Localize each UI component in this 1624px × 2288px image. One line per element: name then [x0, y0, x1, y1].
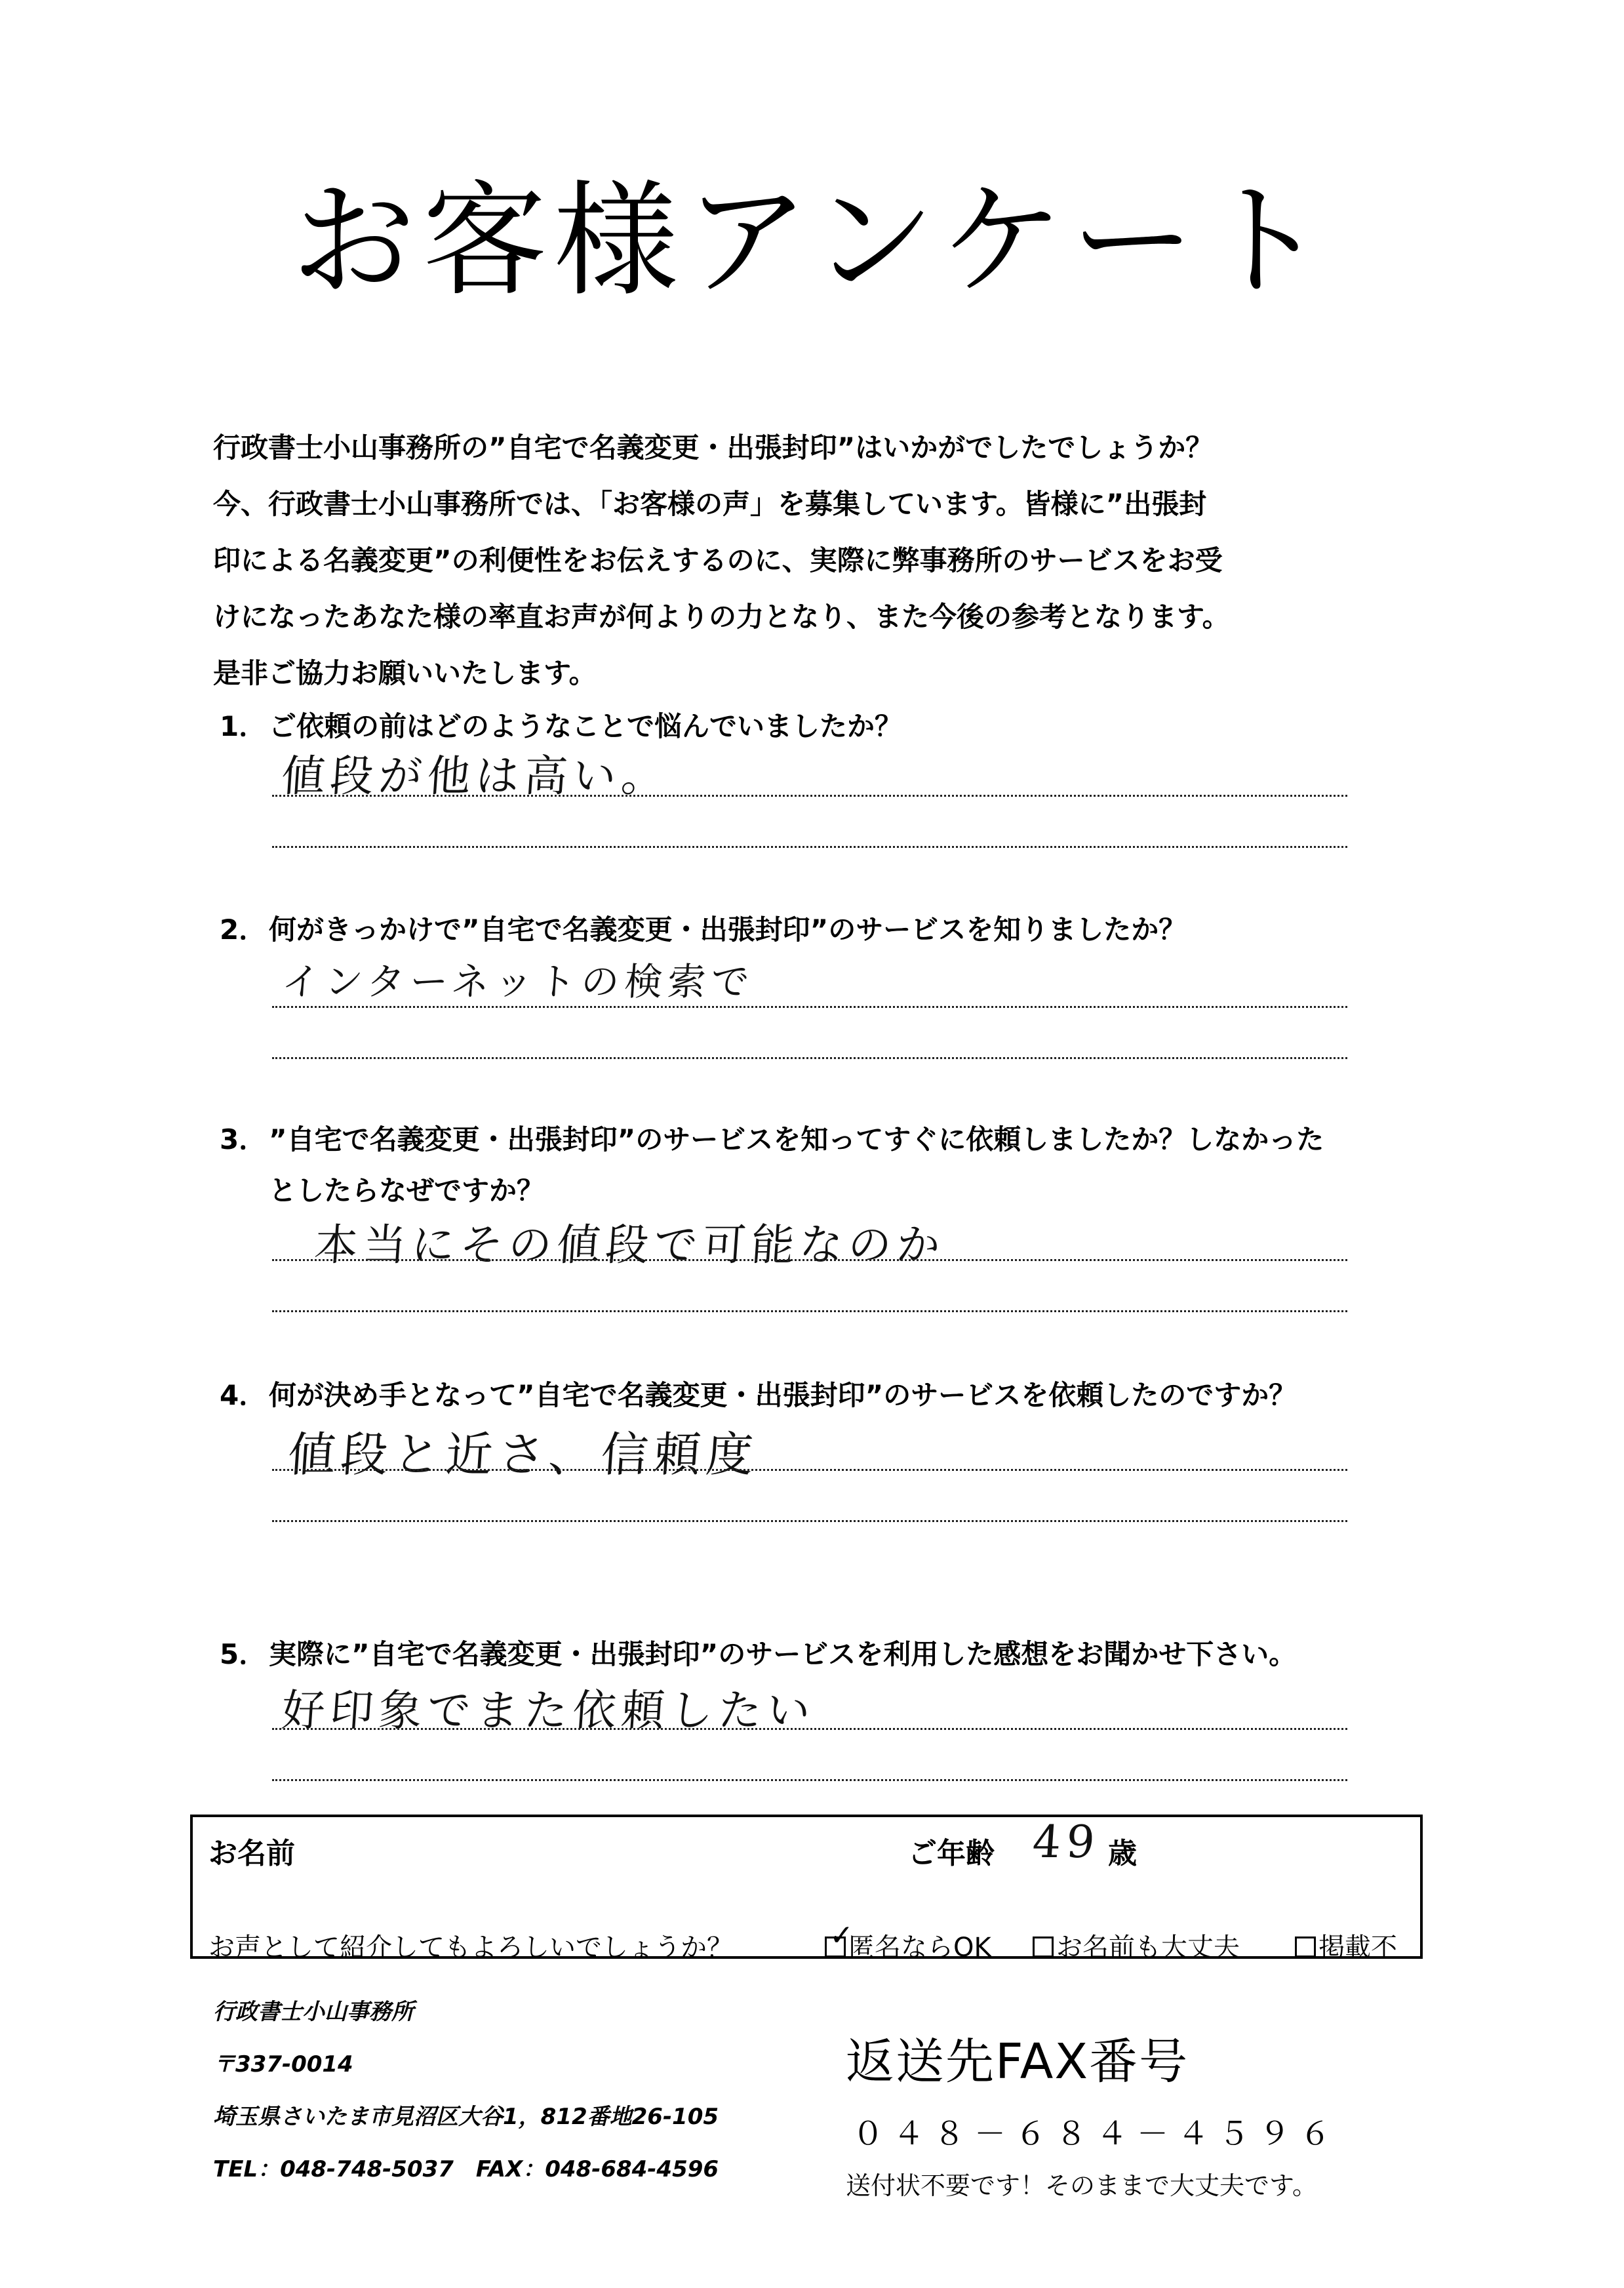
question-number: 3．	[220, 1123, 267, 1155]
answer-line	[272, 1310, 1347, 1312]
option-label: お名前も大丈夫	[1056, 1933, 1240, 1963]
intro-line: 行政書士小山事務所の”自宅で名義変更・出張封印”はいかがでしたでしょうか？	[213, 432, 1214, 464]
intro-line: けになったあなた様の率直お声が何よりの力となり、また今後の参考となります。	[213, 601, 1230, 633]
option-anonymous[interactable]	[825, 1919, 991, 1964]
question-number: 2．	[220, 913, 267, 946]
answer-2[interactable]: インターネットの検索で	[280, 959, 756, 1004]
age-label: ご年齢	[908, 1837, 995, 1870]
office-postal: 〒337-0014	[213, 2051, 353, 2077]
question-1	[220, 705, 902, 744]
office-name: 行政書士小山事務所	[213, 1999, 414, 2025]
answer-line	[272, 1520, 1347, 1522]
question-text: ご依頼の前はどのようなことで悩んでいましたか？	[269, 710, 903, 742]
office-contact: TEL：048-748-5037 FAX：048-684-4596	[213, 2156, 719, 2182]
question-4	[220, 1374, 1296, 1413]
fax-number: ０４８－６８４－４５９６	[852, 2116, 1341, 2152]
answer-line	[272, 795, 1347, 797]
checkmark-icon: ✓	[829, 1919, 854, 1952]
answer-line	[272, 1006, 1347, 1008]
answer-1[interactable]: 値段が他は高い。	[279, 751, 672, 801]
consent-question: お声として紹介してもよろしいでしょうか？	[208, 1933, 733, 1963]
question-5	[220, 1633, 1296, 1672]
question-text: 何が決め手となって”自宅で名義変更・出張封印”のサービスを依頼したのですか？	[269, 1379, 1297, 1411]
fax-note: 送付状不要です！そのままで大丈夫です。	[846, 2171, 1317, 2200]
age-unit: 歳	[1108, 1837, 1137, 1870]
question-text: 実際に”自宅で名義変更・出張封印”のサービスを利用した感想をお聞かせ下さい。	[269, 1638, 1297, 1670]
answer-3[interactable]: 本当にその値段で可能なのか	[312, 1220, 947, 1270]
option-no-publish[interactable]	[1295, 1927, 1397, 1964]
question-text: ”自宅で名義変更・出張封印”のサービスを知ってすぐに依頼しましたか？しなかった	[269, 1123, 1324, 1155]
answer-line	[272, 1779, 1347, 1781]
age-value[interactable]: 49	[1031, 1816, 1102, 1868]
answer-line	[272, 1057, 1347, 1059]
intro-line: 印による名義変更”の利便性をお伝えするのに、実際に弊事務所のサービスをお受	[213, 544, 1223, 576]
answer-5[interactable]: 好印象でまた依頼したい	[279, 1685, 818, 1736]
page-title: お客様アンケート	[291, 169, 1333, 313]
question-3-cont: としたらなぜですか？	[269, 1174, 545, 1207]
answer-line	[272, 846, 1347, 848]
answer-line	[272, 1469, 1347, 1471]
option-name-ok[interactable]	[1033, 1927, 1240, 1964]
answer-4[interactable]: 値段と近さ、信頼度	[286, 1427, 761, 1482]
checkbox[interactable]	[1295, 1937, 1316, 1957]
question-2	[220, 908, 1186, 948]
question-number: 1．	[220, 710, 267, 742]
intro-line: 是非ご協力お願いいたします。	[213, 657, 597, 689]
answer-line	[272, 1728, 1347, 1730]
checkbox-checked[interactable]	[825, 1919, 854, 1957]
question-number: 5．	[220, 1638, 267, 1670]
intro-line: 今、行政書士小山事務所では、「お客様の声」を募集しています。皆様に”出張封	[213, 488, 1207, 520]
intro-paragraph	[213, 420, 1393, 702]
name-label: お名前	[208, 1837, 295, 1870]
fax-title: 返送先FAX番号	[846, 2034, 1189, 2090]
office-address: 埼玉県さいたま市見沼区大谷1，812番地26-105	[213, 2104, 719, 2130]
option-label: 匿名ならOK	[848, 1933, 991, 1963]
question-3	[220, 1118, 1324, 1157]
question-number: 4．	[220, 1379, 267, 1411]
option-label: 掲載不	[1318, 1933, 1397, 1963]
question-text: 何がきっかけで”自宅で名義変更・出張封印”のサービスを知りましたか？	[269, 913, 1187, 946]
checkbox[interactable]	[1033, 1937, 1054, 1957]
answer-line	[272, 1259, 1347, 1261]
